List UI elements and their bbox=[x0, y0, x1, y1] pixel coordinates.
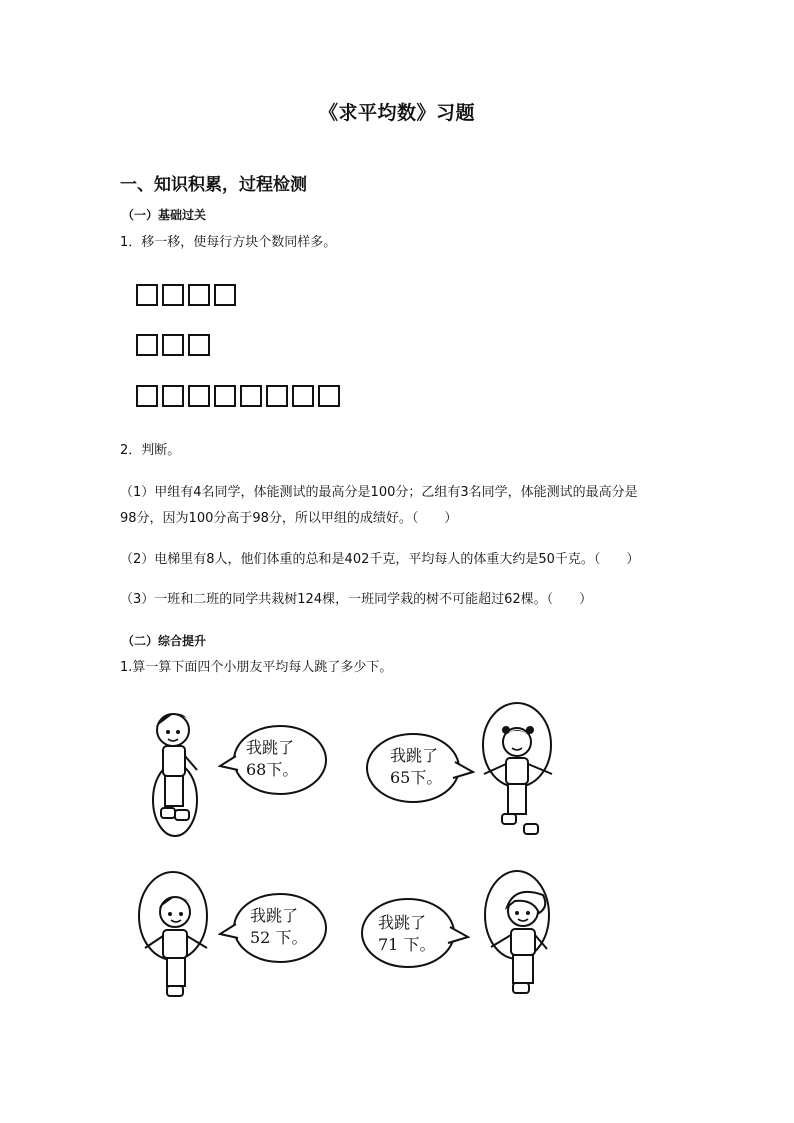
square-box bbox=[240, 385, 262, 407]
section-heading: 一、知识积累，过程检测 bbox=[120, 175, 307, 195]
bubble-text-2 bbox=[390, 745, 442, 789]
square-box bbox=[292, 385, 314, 407]
square-box bbox=[318, 385, 340, 407]
square-box bbox=[214, 284, 236, 306]
subsection-basic: （一）基础过关 bbox=[122, 208, 207, 222]
square-box bbox=[188, 385, 210, 407]
subsection-advanced: （二）综合提升 bbox=[122, 634, 207, 648]
bubble-text-1 bbox=[246, 737, 298, 781]
judge-item-1b: 98分，因为100分高于98分，所以甲组的成绩好。（ ） bbox=[120, 511, 458, 526]
boy-jumping-rope-illustration-2 bbox=[133, 868, 223, 1008]
box-row-3 bbox=[136, 385, 344, 407]
square-box bbox=[162, 284, 184, 306]
question-2: 2．判断。 bbox=[120, 443, 181, 458]
bubble-text-4 bbox=[378, 912, 435, 956]
girl-jumping-rope-illustration-2 bbox=[475, 865, 565, 1005]
girl-jumping-rope-illustration bbox=[472, 700, 562, 840]
bubble-line: 52 下。 bbox=[250, 928, 308, 947]
square-box bbox=[266, 385, 288, 407]
bubble-line: 我跳了 bbox=[246, 738, 295, 757]
bubble-text-3 bbox=[250, 905, 307, 949]
bubble-line: 我跳了 bbox=[250, 906, 299, 925]
square-box bbox=[136, 334, 158, 356]
bubble-line: 我跳了 bbox=[378, 913, 427, 932]
square-box bbox=[136, 385, 158, 407]
judge-item-1a: （1）甲组有4名同学，体能测试的最高分是100分；乙组有3名同学，体能测试的最高分是 bbox=[120, 485, 638, 500]
judge-item-2: （2）电梯里有8人，他们体重的总和是402千克，平均每人的体重大约是50千克。（ ） bbox=[120, 552, 640, 567]
judge-item-3: （3）一班和二班的同学共栽树124棵，一班同学栽的树不可能超过62棵。（ ） bbox=[120, 592, 593, 607]
question-3: 1.算一算下面四个小朋友平均每人跳了多少下。 bbox=[120, 660, 393, 675]
bubble-line: 我跳了 bbox=[390, 746, 439, 765]
bubble-line: 71 下。 bbox=[378, 935, 436, 954]
question-1: 1．移一移，使每行方块个数同样多。 bbox=[120, 235, 337, 250]
square-box bbox=[162, 385, 184, 407]
boy-jumping-rope-illustration bbox=[135, 700, 225, 840]
bubble-line: 65下。 bbox=[390, 768, 443, 787]
square-box bbox=[136, 284, 158, 306]
square-box bbox=[162, 334, 184, 356]
box-row-1 bbox=[136, 284, 240, 306]
square-box bbox=[214, 385, 236, 407]
bubble-line: 68下。 bbox=[246, 760, 299, 779]
square-box bbox=[188, 284, 210, 306]
page-title: 《求平均数》习题 bbox=[318, 102, 475, 124]
square-box bbox=[188, 334, 210, 356]
box-row-2 bbox=[136, 334, 214, 356]
